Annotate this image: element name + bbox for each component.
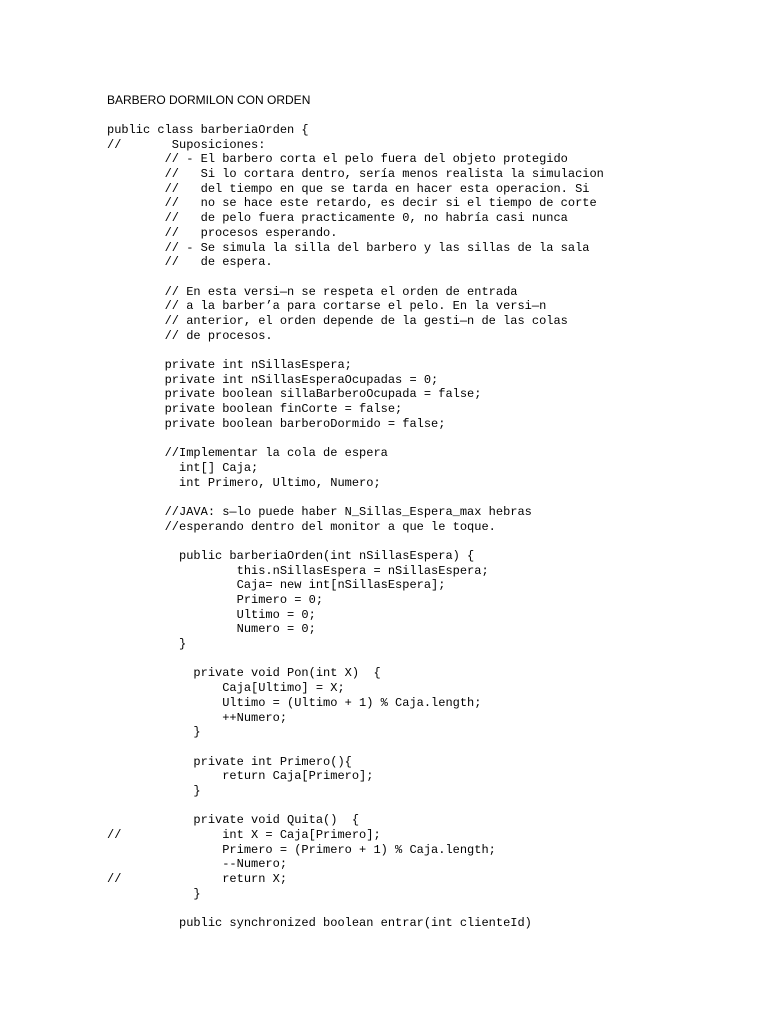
code-line: Caja[Ultimo] = X; (107, 681, 345, 696)
code-line (107, 740, 604, 755)
code-line: Primero = (Primero + 1) % Caja.length; (107, 842, 496, 857)
code-line: int Primero, Ultimo, Numero; (107, 475, 381, 490)
code-line: return Caja[Primero]; (107, 769, 374, 784)
code-line: this.nSillasEspera = nSillasEspera; (107, 563, 489, 578)
code-line: // a la barber’a para cortarse el pelo. En la versi—n (107, 299, 547, 314)
code-line (107, 652, 604, 667)
code-line (107, 270, 604, 285)
code-line: // - Se simula la silla del barbero y las sillas de la sala (107, 240, 590, 255)
code-line: public class barberiaOrden { (107, 123, 309, 137)
code-line: // Si lo cortara dentro, sería menos realista la simulacion (107, 167, 604, 182)
code-line: // int X = Caja[Primero]; (107, 828, 381, 842)
document-title: BARBERO DORMILON CON ORDEN (107, 93, 311, 107)
code-line: int[] Caja; (107, 460, 259, 475)
code-line: // Suposiciones: (107, 137, 266, 152)
code-line: // return X; (107, 872, 288, 887)
code-line: public synchronized boolean entrar(int clienteId) (107, 916, 532, 931)
code-line (107, 901, 604, 916)
code-line (107, 799, 604, 814)
code-line: //esperando dentro del monitor a que le toque. (107, 519, 496, 534)
code-line: private int Primero(){ (107, 754, 352, 769)
code-line: // - El barbero corta el pelo fuera del objeto protegido (107, 152, 568, 167)
code-line: Numero = 0; (107, 622, 316, 637)
code-line: } (107, 725, 201, 740)
code-line: private void Quita() { (107, 813, 360, 828)
code-line: private boolean barberoDormido = false; (107, 416, 446, 431)
code-line (107, 343, 604, 358)
code-line: --Numero; (107, 857, 288, 872)
code-line: private int nSillasEsperaOcupadas = 0; (107, 372, 439, 387)
code-line: Primero = 0; (107, 593, 324, 607)
code-line: // En esta versi—n se respeta el orden de entrada (107, 284, 518, 299)
code-line: Caja= new int[nSillasEspera]; (107, 578, 446, 593)
code-line (107, 534, 604, 549)
code-line: } (107, 886, 201, 901)
code-line: // procesos esperando. (107, 225, 338, 240)
code-block (107, 123, 604, 931)
code-line: private boolean finCorte = false; (107, 402, 403, 417)
code-line (107, 431, 604, 446)
code-line: private int nSillasEspera; (107, 358, 352, 372)
code-line: // de procesos. (107, 328, 273, 343)
code-line: // anterior, el orden depende de la gesti—n de las colas (107, 313, 568, 328)
code-line: Ultimo = (Ultimo + 1) % Caja.length; (107, 695, 482, 710)
code-line: // del tiempo en que se tarda en hacer esta operacion. Si (107, 181, 590, 196)
code-line: // de espera. (107, 255, 273, 270)
code-line: Ultimo = 0; (107, 607, 316, 622)
code-line: //JAVA: s—lo puede haber N_Sillas_Espera_max hebras (107, 504, 532, 519)
code-line: private boolean sillaBarberoOcupada = false; (107, 387, 482, 402)
code-line (107, 490, 604, 505)
code-line: //Implementar la cola de espera (107, 446, 388, 461)
code-line: private void Pon(int X) { (107, 666, 381, 681)
code-line: // de pelo fuera practicamente 0, no habría casi nunca (107, 211, 568, 226)
code-line: public barberiaOrden(int nSillasEspera) { (107, 548, 475, 563)
code-line: } (107, 783, 201, 798)
code-line: } (107, 637, 187, 652)
code-line: ++Numero; (107, 710, 288, 725)
code-line: // no se hace este retardo, es decir si el tiempo de corte (107, 196, 597, 211)
